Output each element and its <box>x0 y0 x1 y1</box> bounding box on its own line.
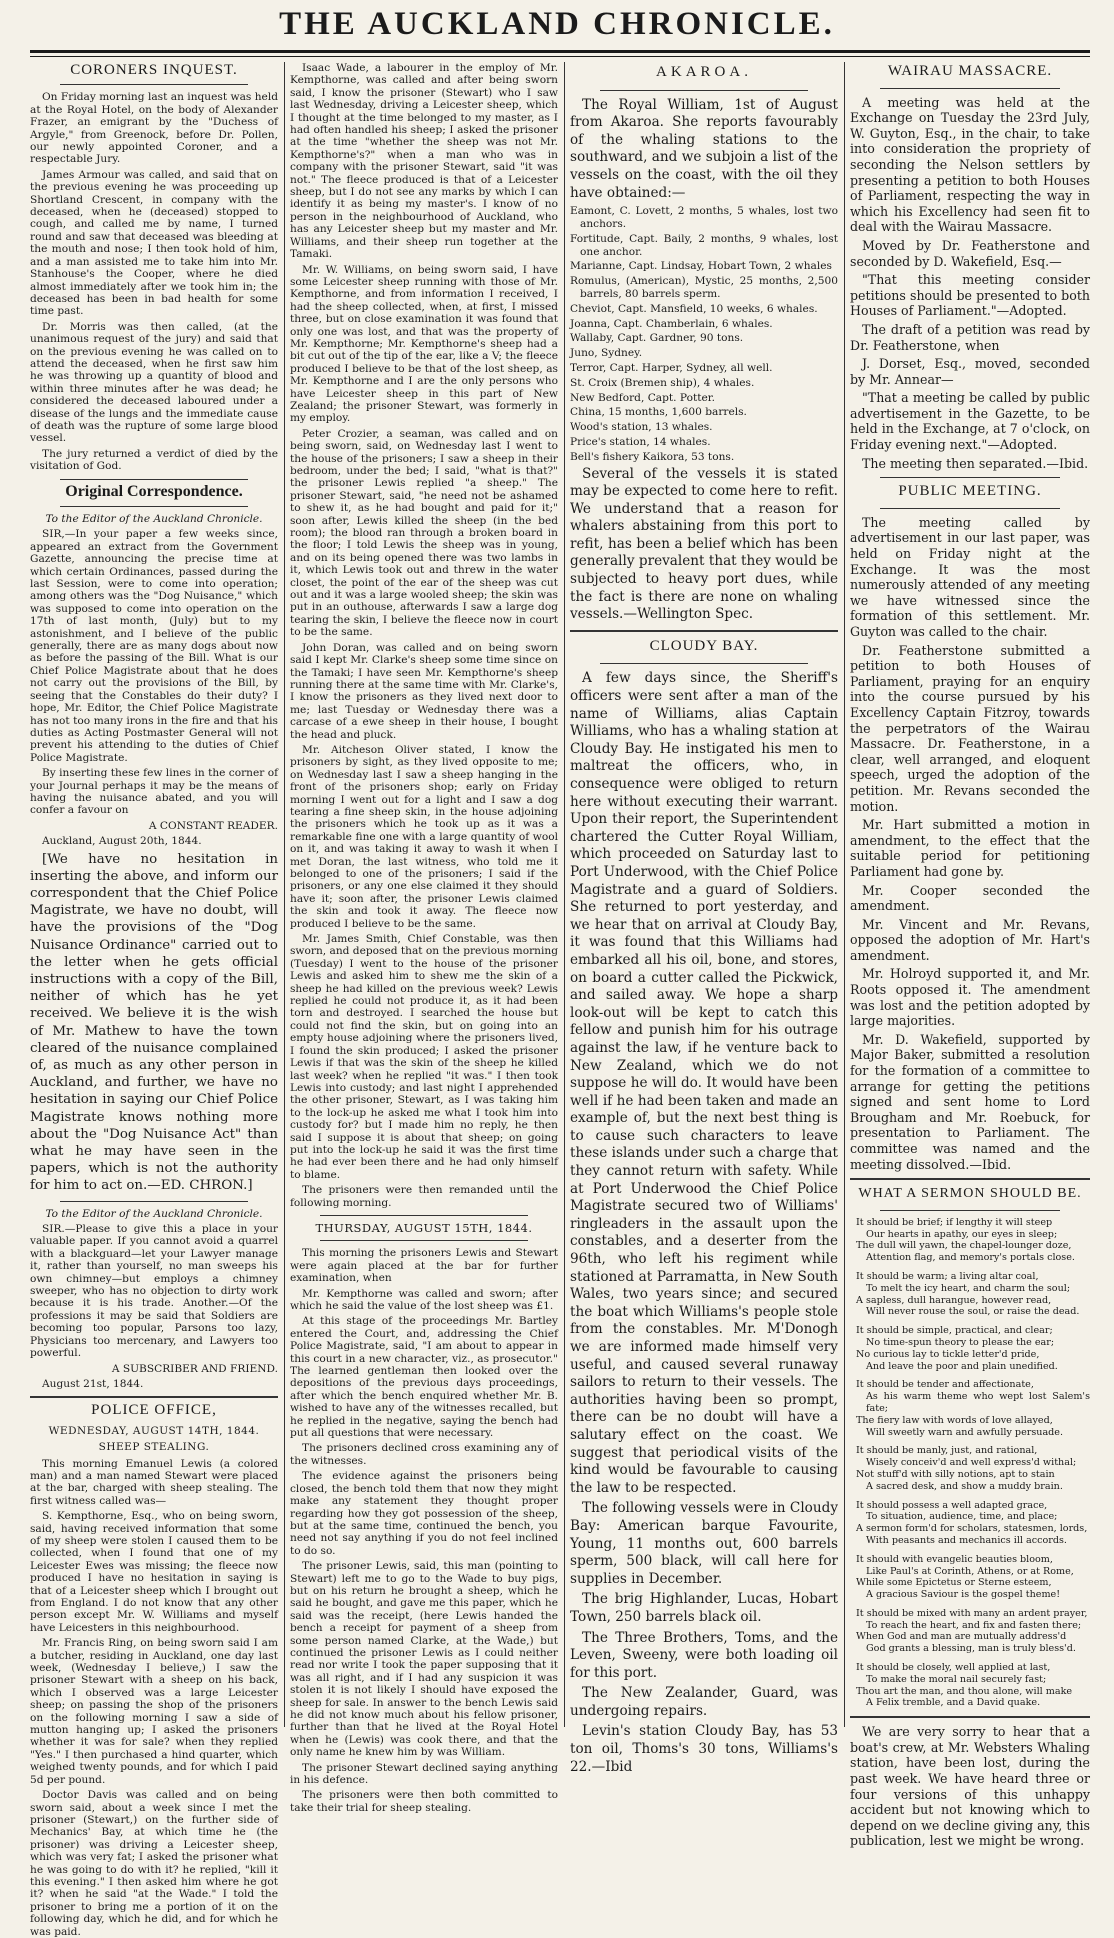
poem-line: It should possess a well adapted grace, <box>856 1499 1048 1511</box>
vessel-entry: Wood's station, 13 whales. <box>570 421 713 434</box>
testimony-paragraph: Mr. James Smith, Chief Constable, was then sworn, and deposed that on the previous morning (Tuesday) I went to the house of the prisoner Lewis and asked him to shew me the skin of a sheep he had killed on the previous week? Lewis replied he could not produce it, as it had been torn and destroyed. I searched the house but could not find the skin, but on going into an empty house adjoining where the prisoners lived, I found the skin produced; I asked the prisoner Lewis if that was the skin of the sheep he killed last week? when he replied "it was." I then took Lewis into custody; and last night I apprehended the other prisoner, Stewart, as I was taking him to the lock-up he asked me what I took him into custody for? but I made him no reply, he then said I suppose it is about that sheep; on going put into the lock-up he said it was the first time he had ever been there and he had only himself to blame. <box>290 933 558 1181</box>
poem-line: No curious lay to tickle letter'd pride, <box>856 1348 1040 1360</box>
poem-line: When God and man are mutually address'd <box>856 1631 1067 1643</box>
poem-stanza <box>856 1271 1090 1318</box>
letter-date: August 21st, 1844. <box>42 1377 144 1390</box>
police-paragraph: Doctor Davis was called and on being sworn said, about a week since I met the prisoner (Stewart,) on the further side of Mechanics' Bay, at which time he (the prisoner) was driving a Leicester sheep, which was very fat; I asked the prisoner what he was going to do with it? he replied, "kill it this evening." I then asked him where he got it? when he said "at the Wade." I told the prisoner to bring me a portion of it on the following day, which he did, and for which he was paid. <box>30 1789 278 1938</box>
poem-stanza <box>856 1445 1090 1492</box>
vessel-entry: Fortitude, Capt. Baily, 2 months, 9 whales, lost one anchor. <box>570 232 838 258</box>
letter-signature: A CONSTANT READER. <box>148 819 278 832</box>
letter-salutation: To the Editor of the Auckland Chronicle. <box>45 513 263 525</box>
inquest-paragraph: On Friday morning last an inquest was held at the Royal Hotel, on the body of Alexander Frazer, an emigrant by the "Duchess of Argyle," from Greenock, before Dr. Pollen, our newly appointed Coroner, and a respectable Jury. <box>30 91 278 166</box>
divider <box>30 1396 278 1398</box>
police-paragraph: This morning Emanuel Lewis (a colored man) and a man named Stewart were placed at the bar, charged with sheep stealing. The first witness called was— <box>30 1457 278 1507</box>
poem-line: No time-spun theory to please the ear; <box>866 1336 1055 1348</box>
poem-line: It should be brief; if lengthy it will steep <box>856 1216 1053 1228</box>
column-3 <box>570 62 838 1775</box>
poem-line: It should be manly, just, and rational, <box>856 1445 1038 1457</box>
wairau-paragraph: The meeting then separated.—Ibid. <box>862 455 1089 471</box>
testimony-paragraph: The evidence against the prisoners being closed, the bench told them that now they might make any statement they thought proper regarding how they got possession of the sheep, but at the same time, continued the bench, you need not say anything if you do not feel inclined to do so. <box>290 1470 558 1557</box>
poem-line: It should with evangelic beauties bloom, <box>856 1553 1053 1565</box>
poem-stanza <box>856 1608 1090 1655</box>
testimony-paragraph: The prisoners were then both committed to take their trial for sheep stealing. <box>290 1789 558 1814</box>
poem-stanza <box>856 1500 1090 1547</box>
inquest-heading: CORONERS INQUEST. <box>70 62 238 78</box>
divider <box>880 477 1060 478</box>
sermon-heading: WHAT A SERMON SHOULD BE. <box>858 1186 1082 1202</box>
poem-line: A sermon form'd for scholars, statesmen, lords, <box>856 1523 1088 1535</box>
cloudy-bay-paragraph: A few days since, the Sheriff's officers were sent after a man of the name of Williams, alias Captain Williams, who has a whaling station at Cloudy Bay. He instigated his men to maltreat the officers, who, in consequence were obliged to return here without executing their warrant. Upon their report, the Superintendent chartered the Cutter Royal William, which proceeded on Saturday last to Port Underwood, with the Chief Police Magistrate and a guard of Soldiers. She returned to port yesterday, and we hear that on arrival at Cloudy Bay, it was found that this Williams had embarked all his oil, bone, and stores, on board a cutter called the Pickwick, and sailed away. We hope a sharp look-out will be kept to catch this fellow and punish him for his outrage against the law, if he venture back to New Zealand, which we do not suppose he will do. It would have been well if he had been taken and made an example of, but the next best thing is to cause such characters to leave these islands under such a charge that they cannot return with safety. While at Port Underwood the Chief Police Magistrate secured two of Williams' ringleaders in the assault upon the constables, and a deserter from the 96th, who left his regiment while stationed at Parramatta, in New South Wales, two years since; and secured the boat which Williams's people stole from the constables. Mr. M'Donogh we are informed made himself very useful, and caused several runaway sailors to return to their vessels. The authorities having been so prompt, there can be no doubt will have a salutary effect on the coast. We suggest that periodical visits of the kind would be favourable to causing the law to be respected. <box>570 670 838 1496</box>
public-meeting-paragraph: Dr. Featherstone submitted a petition to both Houses of Parliament, praying for an enquiry into the course pursued by his Excellency Captain Fitzroy, towards the perpetrators of the Wairau Massacre. Dr. Featherstone, in a clear, well arranged, and eloquent speech, urged the adoption of the petition. Mr. Revans seconded the motion. <box>850 642 1090 814</box>
akaroa-closing: Several of the vessels it is stated may be expected to come here to refit. We understand that a reason for whalers abstaining from this port to refit, has been a belief which has been generally prevalent that they would be subjected to heavy port dues, while the fact is there are none on whaling vessels.—Wellington Spec. <box>570 465 838 623</box>
poem-line: A gracious Saviour is the gospel theme! <box>866 1589 1061 1601</box>
vessel-entry: Wallaby, Capt. Gardner, 90 tons. <box>570 332 744 345</box>
masthead-rule-thin <box>30 56 1090 57</box>
letter-salutation: To the Editor of the Auckland Chronicle. <box>45 1207 263 1220</box>
wairau-paragraph: The draft of a petition was read by Dr. Featherstone, when <box>850 321 1090 353</box>
cloudy-bay-paragraph: The following vessels were in Cloudy Bay: American barque Favourite, Young, 11 months out, 600 barrels sperm, 500 black, will call here for supplies in December. <box>570 1500 838 1587</box>
column-2 <box>290 62 558 1814</box>
divider <box>880 88 1060 89</box>
poem-line: It should be simple, practical, and clear; <box>856 1325 1053 1337</box>
wairau-paragraph: Moved by Dr. Featherstone and seconded by D. Wakefield, Esq.— <box>850 237 1090 269</box>
public-meeting-paragraph: Mr. D. Wakefield, supported by Major Baker, submitted a resolution for the formation of a committee to arrange for getting the petitions signed and sent home to Lord Brougham and Mr. Roebuck, for presentation to Parliament. The committee was named and the meeting dissolved.—Ibid. <box>850 1031 1090 1172</box>
letter-paragraph: SIR.—Please to give this a place in your valuable paper. If you cannot avoid a quarrel with a blackguard—let your Lawyer manage it, rather than yourself, no man sweeps his own chimney—but employs a chimney sweeper, who has no objection to dirty work because it is his trade. Another.—Of the professions it may be said that Soldiers are becoming too popular, Parsons too lazy, Physicians too mercenary, and Lawyers too powerful. <box>30 1223 278 1360</box>
vessel-entry: St. Croix (Bremen ship), 4 whales. <box>570 376 755 389</box>
public-meeting-paragraph: Mr. Cooper seconded the amendment. <box>850 882 1090 914</box>
testimony-paragraph: John Doran, was called and on being sworn said I kept Mr. Clarke's sheep some time since on the Tamaki; I have seen Mr. Kempthorne's sheep running there at the same time with Mr. Clarke's, I know the prisoners as they lived next door to me; last Tuesday or Wednesday there was a carcase of a ewe sheep in their house, I bought the head and pluck. <box>290 641 558 741</box>
wairau-paragraph: "That a meeting be called by public advertisement in the Gazette, to be held in the Exchange, at 7 o'clock, on Friday evening next."—Adopted. <box>850 390 1090 453</box>
vessel-entry: Cheviot, Capt. Mansfield, 10 weeks, 6 whales. <box>570 302 818 315</box>
wairau-paragraph: "That this meeting consider petitions should be presented to both Houses of Parliament."—Adopted. <box>850 272 1090 319</box>
boat-crew-paragraph: We are very sorry to hear that a boat's crew, at Mr. Websters Whaling station, have been lost, during the past week. We have heard three or four versions of this unhappy accident but not knowing which to depend on we decline giving any, this publication, lest we might be wrong. <box>850 1724 1090 1849</box>
cloudy-bay-heading: CLOUDY BAY. <box>649 637 759 654</box>
vessel-entry: Juno, Sydney. <box>570 347 643 360</box>
public-meeting-heading: PUBLIC MEETING. <box>898 483 1042 500</box>
column-divider <box>844 62 845 1727</box>
poem-stanza <box>856 1662 1090 1709</box>
testimony-paragraph: Mr. W. Williams, on being sworn said, I have some Leicester sheep running with those of Mr. Kempthorne, and from information I received, I had the sheep collected, when, at first, I missed three, but on close examination it was found that only one was lost, and that was the property of Mr. Kempthorne; Mr. Kempthorne's sheep had a bit cut out of the tip of the ear, like a V; the fleece produced I believe to be that of the lost sheep, as Mr. Kempthorne and I are the only persons who have Leicester sheep in this part of New Zealand; the prisoner Stewart, was formerly in my employ. <box>290 263 558 425</box>
poem-line: Will sweetly warn and awfully persuade. <box>866 1426 1064 1438</box>
public-meeting-paragraph: The meeting called by advertisement in our last paper, was held on Friday night at the Exchange. It was the most numerously attended of any meeting we have witnessed since the formation of this settlement. Mr. Guyton was called to the chair. <box>850 514 1090 639</box>
testimony-paragraph: The prisoner Lewis, said, this man (pointing to Stewart) left me to go to the Wade to buy pigs, but on his return he brought a sheep, which he said he bought, and gave me this paper, which he said was the receipt, (here Lewis handed the bench a receipt for payment of a sheep from some person named Clarke, at the Wade,) but continued the prisoner Lewis as I could neither read nor write I took the paper supposing that it was all right, and if I had any suspicion it was stolen it is not likely I should have exposed the sheep for sale. In answer to the bench Lewis said he did not know much about his fellow prisoner, further than that he lived at the Royal Hotel when he (Lewis) was cook there, and that the only name he knew him by was William. <box>290 1560 558 1759</box>
divider <box>850 1716 1090 1718</box>
poem-line: To situation, audience, time, and place; <box>866 1511 1058 1523</box>
testimony-paragraph: The prisoners declined cross examining any of the witnesses. <box>290 1442 558 1467</box>
poem-line: The dull will yawn, the chapel-lounger doze, <box>856 1240 1072 1252</box>
letter-paragraph: SIR,—In your paper a few weeks since, appeared an extract from the Government Gazette, announcing the precise time at which certain Ordinances, passed during the last Session, were to come into operation; among others was the "Dog Nuisance," which was supposed to come into operation on the 17th of last month, (July) but to my astonishment, and I believe of the public generally, there are as many dogs about now as before the passing of the Bill. What is our Chief Police Magistrate about that he does not carry out the provisions of the Bill, by seeing that the Constables do their duty? I hope, Mr. Editor, the Chief Police Magistrate has not too many irons in the fire and that his duties as Acting Postmaster General will not prevent his attending to the duties of Chief Police Magistrate. <box>30 528 278 764</box>
letter-date: Auckland, August 20th, 1844. <box>42 835 202 848</box>
correspondence-heading: Original Correspondence. <box>65 482 243 500</box>
thursday-heading: THURSDAY, AUGUST 15TH, 1844. <box>315 1220 533 1235</box>
testimony-paragraph: The prisoner Stewart declined saying anything in his defence. <box>290 1761 558 1787</box>
poem-line: The fiery law with words of love allayed, <box>856 1414 1053 1426</box>
akaroa-heading: AKAROA. <box>656 64 752 80</box>
vessel-entry: China, 15 months, 1,600 barrels. <box>570 406 747 419</box>
poem-stanza <box>856 1554 1090 1601</box>
poem-line: Attention flag, and memory's portals close. <box>866 1252 1075 1264</box>
poem-line: A sapless, dull harangue, however read, <box>856 1294 1052 1306</box>
divider <box>570 630 838 632</box>
poem-line: Will never rouse the soul, or raise the dead. <box>866 1306 1080 1318</box>
divider <box>600 663 808 664</box>
poem-line: Our hearts in apathy, our eyes in sleep; <box>866 1228 1058 1240</box>
vessel-entry: Joanna, Capt. Chamberlain, 6 whales. <box>570 317 773 330</box>
divider <box>60 479 248 480</box>
testimony-paragraph: The prisoners were then remanded until the following morning. <box>290 1184 558 1209</box>
vessel-entry: Marianne, Capt. Lindsay, Hobart Town, 2 whales <box>570 260 832 273</box>
testimony-paragraph: Peter Crozier, a seaman, was called and on being sworn, said, on Wednesday last I went to the house of the prisoners; I saw a sheep in their bedroom, under the bed; I said, "what is that?" the prisoner Lewis replied "a sheep." The prisoner Stewart, said, "he need not be ashamed to shew it, as he had bought and paid for it;" soon after, Lewis killed the sheep (in the bed room); the blood ran through a broken board in the floor; I told Lewis the sheep was in young, and on its being opened there was two lambs in it, which Lewis took out and threw in the water closet, the point of the ear of the sheep was cut out and it was a large wooled sheep; the skin was put in an outhouse, afterwards I saw a large dog tearing the skin, I believe the fleece now in court to be the same. <box>290 427 558 639</box>
divider <box>880 508 1060 509</box>
divider <box>320 1215 528 1216</box>
divider <box>60 1201 248 1202</box>
vessel-entry: Price's station, 14 whales. <box>570 435 711 448</box>
testimony-paragraph: At this stage of the proceedings Mr. Bartley entered the Court, and, addressing the Chief Police Magistrate, said, "I am about to appear in this court in a new character, viz., as prosecutor." The learned gentleman then looked over the depositions of the previous days proceedings, after which the bench enquired whether Mr. B. wished to have any of the witnesses recalled, but he replied in the negative, saying the bench had put all questions that were necessary. <box>290 1315 558 1440</box>
poem-stanza <box>856 1217 1090 1264</box>
poem-line: While some Epictetus or Sterne esteem, <box>856 1577 1052 1589</box>
vessel-entry: Terror, Capt. Harper, Sydney, all well. <box>570 361 773 374</box>
cloudy-bay-paragraph: The New Zealander, Guard, was undergoing repairs. <box>570 1685 838 1719</box>
poem-line: To make the moral nail securely fast; <box>866 1673 1047 1685</box>
inquest-paragraph: The jury returned a verdict of died by the visitation of God. <box>30 447 278 473</box>
akaroa-intro: The Royal William, 1st of August from Akaroa. She reports favourably of the whaling stations to the southward, and we subjoin a list of the vessels on the coast, with the oil they have obtained:— <box>570 96 838 201</box>
divider <box>60 506 248 507</box>
testimony-paragraph: Isaac Wade, a labourer in the employ of Mr. Kempthorne, was called and after being sworn said, I know the prisoner (Stewart) who I saw last Wednesday, driving a Leicester sheep, which I thought at the time belonged to my master, as I had often handled his sheep; I asked the prisoner at the time "whether the sheep was not Mr. Kempthorne's?" when a man who was in company with the prisoner Stewart, said "it was not." The fleece produced is that of a Leicester sheep, but I do not see any marks by which I can identify it as being my master's. I know of no person in the neighbourhood of Auckland, who has any Leicester sheep but my master and Mr. Williams, and their sheep run together at the Tamaki. <box>290 62 558 261</box>
poem-line: Not stuff'd with silly notions, apt to stain <box>856 1468 1055 1480</box>
column-1 <box>30 62 278 1938</box>
cloudy-bay-paragraph: The Three Brothers, Toms, and the Leven, Sweeny, were both loading oil for this port. <box>570 1629 838 1681</box>
police-paragraph: S. Kempthorne, Esq., who on being sworn, said, having received information that some of my sheep were stolen I caused them to be collected, when I found that one of my Leicester Ewes was missing; the fleece now produced I have no hesitation in saying is that of a Leicester sheep which I brought out from England. I do not know that any other person except Mr. W. Williams and myself have Leicesters in this neighbourhood. <box>30 1510 278 1634</box>
letter-signature: A SUBSCRIBER AND FRIEND. <box>111 1362 278 1375</box>
poem-stanza <box>856 1325 1090 1372</box>
poem-line: Like Paul's at Corinth, Athens, or at Rome, <box>866 1565 1074 1577</box>
public-meeting-paragraph: Mr. Hart submitted a motion in amendment, to the effect that the suitable period for petitioning Parliament had gone by. <box>850 817 1090 879</box>
vessel-entry: Eamont, C. Lovett, 2 months, 5 whales, lost two anchors. <box>570 205 838 230</box>
divider <box>60 84 248 85</box>
police-date: WEDNESDAY, AUGUST 14TH, 1844. <box>48 1424 260 1437</box>
vessel-entry: Romulus, (American), Mystic, 25 months, 2,500 barrels, 80 barrels sperm. <box>570 275 838 300</box>
police-heading: POLICE OFFICE, <box>91 1402 217 1419</box>
inquest-paragraph: James Armour was called, and said that on the previous evening he was proceeding up Shortland Crescent, in company with the deceased, when he (deceased) stopped to cough, and called me by name, I turned round and saw that deceased was bleeding at the mouth and nose; I then took hold of him, and a man assisted me to take him into Mr. Stanhouse's the Cooper, where he died almost immediately after we took him in; the deceased has been in bad health for some time past. <box>30 168 278 318</box>
column-divider <box>564 62 565 1727</box>
poem-line: A Felix tremble, and a David quake. <box>866 1697 1041 1709</box>
poem-line: It should be closely, well applied at last, <box>856 1662 1051 1674</box>
divider <box>600 90 808 91</box>
public-meeting-paragraph: Mr. Vincent and Mr. Revans, opposed the adoption of Mr. Hart's amendment. <box>850 916 1090 963</box>
letter-paragraph: By inserting these few lines in the corner of your Journal perhaps it may be the means of having the nuisance abated, and you will confer a favour on <box>30 767 278 817</box>
poem-line: A sacred desk, and show a muddy brain. <box>866 1480 1063 1492</box>
poem-line: And leave the poor and plain unedified. <box>866 1360 1058 1372</box>
divider <box>880 1210 1060 1211</box>
editor-note: [We have no hesitation in inserting the above, and inform our correspondent that the Chief Police Magistrate, we have no doubt, will have the provisions of the "Dog Nuisance Ordinance" carried out to the letter when he gets official instructions with a copy of the Bill, neither of which has he yet received. We believe it is the wish of Mr. Mathew to have the town cleared of the nuisance complained of, as much as any other person in Auckland, and further, we have no hesitation in saying our Chief Police Magistrate knows nothing more about the "Dog Nuisance Act" than what he may have seen in the papers, which is not the authority for him to act on.—ED. CHRON.] <box>30 851 278 1194</box>
testimony-paragraph: Mr. Kempthorne was called and sworn; after which he said the value of the lost sheep was £1. <box>290 1287 558 1312</box>
column-divider <box>284 62 285 1727</box>
poem-line: To melt the icy heart, and charm the soul; <box>866 1282 1071 1294</box>
poem-line: To reach the heart, and fix and fasten there; <box>866 1619 1082 1631</box>
testimony-paragraph: This morning the prisoners Lewis and Stewart were again placed at the bar for further examination, when <box>290 1247 558 1285</box>
wairau-paragraph: A meeting was held at the Exchange on Tuesday the 23rd July, W. Guyton, Esq., in the chair, to take into consideration the propriety of seconding the Nelson settlers by presenting a petition to both Houses of Parliament, respecting the way in which his Excellency had seen fit to deal with the Wairau Massacre. <box>850 94 1090 235</box>
poem-line: Wisely conceiv'd and well express'd withal; <box>866 1457 1077 1469</box>
inquest-paragraph: Dr. Morris was then called, (at the unanimous request of the jury) and said that on the previous evening he was called on to attend the deceased, when he first saw him he was throwing up a quantity of blood and within three minutes after he was dead; he considered the deceased laboured under a disease of the lungs and the immediate cause of death was the rupture of some large blood vessel. <box>30 320 278 445</box>
police-paragraph: Mr. Francis Ring, on being sworn said I am a butcher, residing in Auckland, one day last week, (Wednesday I believe,) I saw the prisoner Stewart with a sheep on his back, which I observed was a large Leicester sheep; on passing the shop of the prisoners on the following morning I saw a side of mutton hanging up; I asked the prisoners whether it was for sale? when they replied "Yes." I then purchased a hind quarter, which weighed twenty pounds, and for which I paid 5d per pound. <box>30 1637 278 1786</box>
cloudy-bay-paragraph: The brig Highlander, Lucas, Hobart Town, 250 barrels black oil. <box>570 1591 838 1625</box>
divider <box>320 1240 528 1241</box>
masthead-rule <box>30 50 1090 53</box>
poem-line: It should be warm; a living altar coal, <box>856 1270 1039 1282</box>
testimony-paragraph: Mr. Aitcheson Oliver stated, I know the prisoners by sight, as they lived opposite to me; on Wednesday last I saw a sheep hanging in the front of the prisoners shop; early on Friday morning I went out for a light and I saw a dog tearing a fine sheep skin, in the house adjoining the prisoners which he took up as it was a remarkable fine one with a large quantity of wool on it, and was taking it away to wash it when I met Doran, the last witness, who told me it belonged to one of the prisoners; I said if the prisoners, or any one else claimed it they should have it; soon after, the prisoner Lewis claimed the skin and took it away. The fleece now produced I believe to be the same. <box>290 743 558 930</box>
column-4 <box>850 62 1090 1849</box>
vessel-entry: New Bedford, Capt. Potter. <box>570 391 716 404</box>
poem-line: God grants a blessing, man is truly bless'd. <box>866 1643 1076 1655</box>
wairau-paragraph: J. Dorset, Esq., moved, seconded by Mr. Annear— <box>850 356 1090 387</box>
poem-line: It should be mixed with many an ardent prayer, <box>856 1607 1088 1619</box>
divider <box>850 1178 1090 1180</box>
poem-line: It should be tender and affectionate, <box>856 1379 1034 1391</box>
poem-stanza <box>856 1379 1090 1438</box>
vessel-entry: Bell's fishery Kaikora, 53 tons. <box>570 450 735 463</box>
poem-line: Thou art the man, and thou alone, will make <box>856 1685 1073 1697</box>
public-meeting-paragraph: Mr. Holroyd supported it, and Mr. Roots opposed it. The amendment was lost and the petition adopted by large majorities. <box>850 966 1090 1029</box>
cloudy-bay-paragraph: Levin's station Cloudy Bay, has 53 ton oil, Thoms's 30 tons, Williams's 22.—Ibid <box>570 1723 838 1775</box>
poem-line: With peasants and mechanics ill accords. <box>866 1534 1067 1546</box>
wairau-heading: WAIRAU MASSACRE. <box>887 63 1053 79</box>
masthead: THE AUCKLAND CHRONICLE. <box>279 6 835 42</box>
police-subheading: SHEEP STEALING. <box>98 1441 210 1454</box>
poem-line: As his warm theme who wept lost Salem's fate; <box>866 1391 1090 1414</box>
